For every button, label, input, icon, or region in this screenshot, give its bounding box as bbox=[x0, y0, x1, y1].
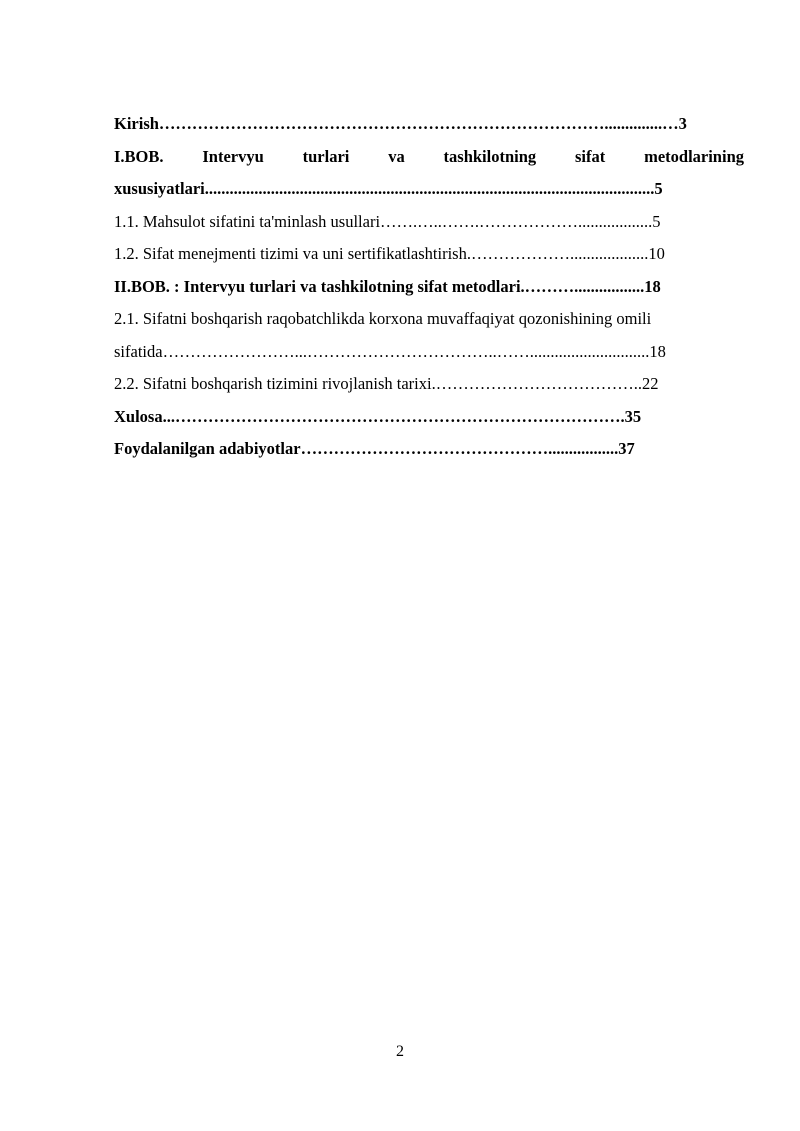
toc-entry-1-2: 1.2. Sifat menejmenti tizimi va uni sertifikatlashtirish.………………...................10 bbox=[114, 244, 665, 263]
toc-entry-bibliography: Foydalanilgan adabiyotlar……………………………………….................37 bbox=[114, 439, 635, 458]
toc-entry-2-1: 2.1. Sifatni boshqarish raqobatchlikda korxona muvaffaqiyat qozonishining omili bbox=[114, 309, 652, 328]
toc-entry-kirish: Kirish………………………………………………………………………..............…3 bbox=[114, 114, 687, 133]
toc-entry-chapter-1-continued: xususiyatlari.............................................................................................................5 bbox=[114, 179, 663, 198]
toc-entry-2-1-continued: sifatida……………………...……………………………..…….............................18 bbox=[114, 341, 666, 361]
toc-entry-xulosa: Xulosa...……………………………………………………………………….35 bbox=[114, 406, 642, 426]
toc-entry-chapter-1: I.BOB. Intervyu turlari va tashkilotning sifat metodlarining bbox=[114, 146, 744, 166]
toc-entry-1-1: 1.1. Mahsulot sifatini ta'minlash usullari…….…..…….………………..................5 bbox=[114, 211, 661, 231]
table-of-contents bbox=[114, 108, 744, 466]
toc-entry-2-2: 2.2. Sifatni boshqarish tizimini rivojlanish tarixi.………………………………..22 bbox=[114, 374, 659, 393]
toc-entry-chapter-2: II.BOB. : Intervyu turlari va tashkilotning sifat metodlari.……….................18 bbox=[114, 276, 661, 296]
page-number: 2 bbox=[396, 1043, 404, 1060]
